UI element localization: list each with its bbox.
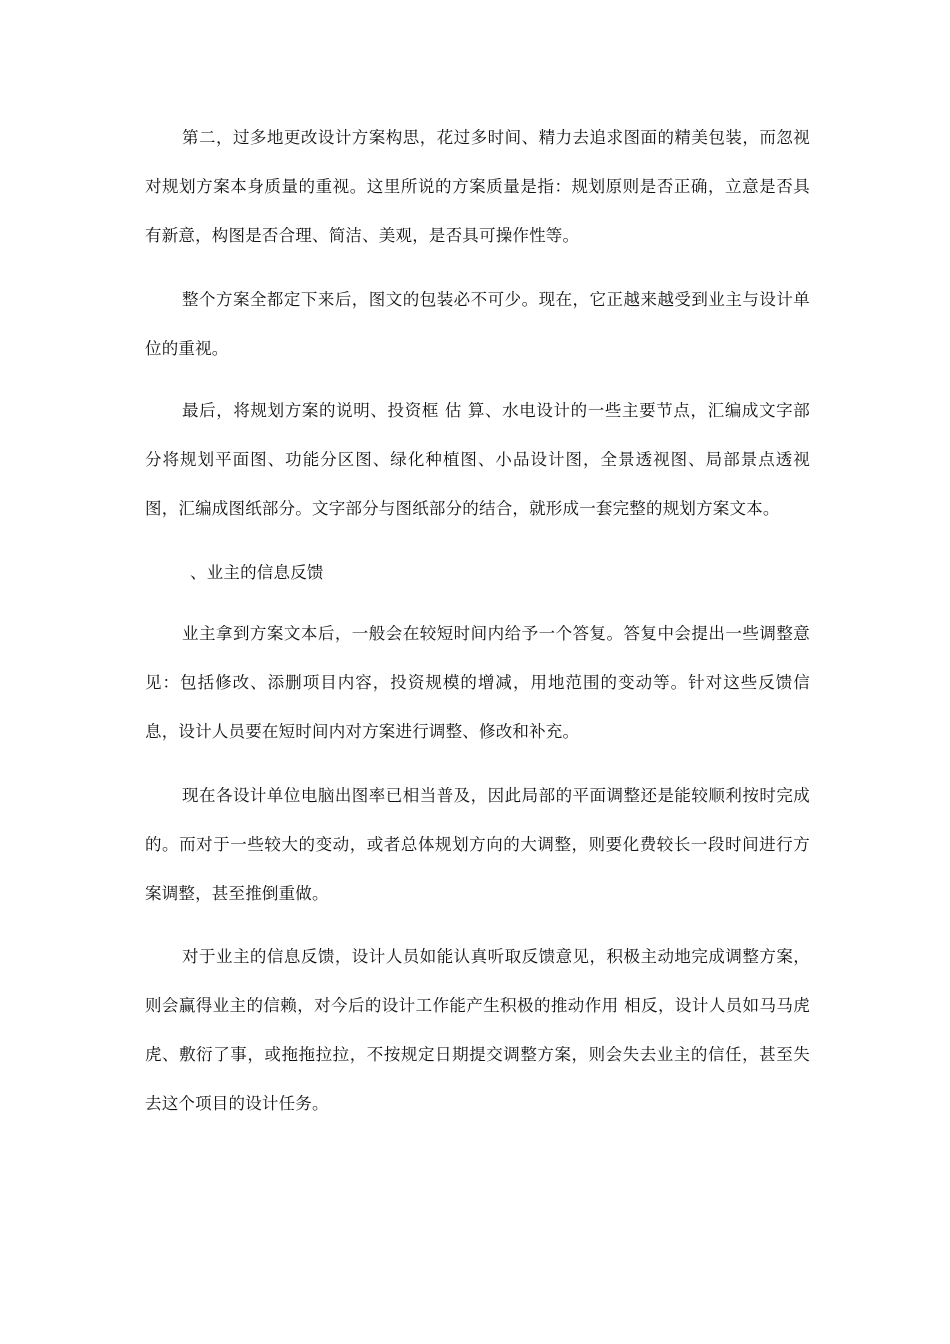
paragraph-packaging: 整个方案全都定下来后，图文的包装必不可少。现在，它正越来越受到业主与设计单位的重视。 xyxy=(145,290,810,358)
paragraph-adjustment: 现在各设计单位电脑出图率已相当普及，因此局部的平面调整还是能较顺利按时完成的。而对于一些较大的变动，或者总体规划方向的大调整，则要化费较长一段时间进行方案调整，甚至推倒重做。 xyxy=(145,786,810,903)
section-heading-client-feedback: 、业主的信息反馈 xyxy=(190,563,324,582)
paragraph-feedback-attitude: 对于业主的信息反馈，设计人员如能认真听取反馈意见，积极主动地完成调整方案，则会赢得业主的信赖，对今后的设计工作能产生积极的推动作用 相反，设计人员如马马虎虎、敷衍了事，或拖拖拉拉，不按规定日期提交调整方案，则会失去业主的信任，甚至失去这个项目的设计任务。 xyxy=(145,947,810,1113)
paragraph-client-reply: 业主拿到方案文本后，一般会在较短时间内给予一个答复。答复中会提出一些调整意见：包括修改、添删项目内容，投资规模的增减，用地范围的变动等。针对这些反馈信息，设计人员要在短时间内对方案进行调整、修改和补充。 xyxy=(145,624,810,741)
paragraph-final-text: 最后，将规划方案的说明、投资框 估 算、水电设计的一些主要节点，汇编成文字部分将规划平面图、功能分区图、绿化种植图、小品设计图，全景透视图、局部景点透视图，汇编成图纸部分。文字部分与图纸部分的结合，就形成一套完整的规划方案文本。 xyxy=(145,401,810,518)
paragraph-design-quality: 第二，过多地更改设计方案构思，花过多时间、精力去追求图面的精美包装，而忽视对规划方案本身质量的重视。这里所说的方案质量是指：规划原则是否正确，立意是否具有新意，构图是否合理、简洁、美观，是否具可操作性等。 xyxy=(145,128,810,245)
